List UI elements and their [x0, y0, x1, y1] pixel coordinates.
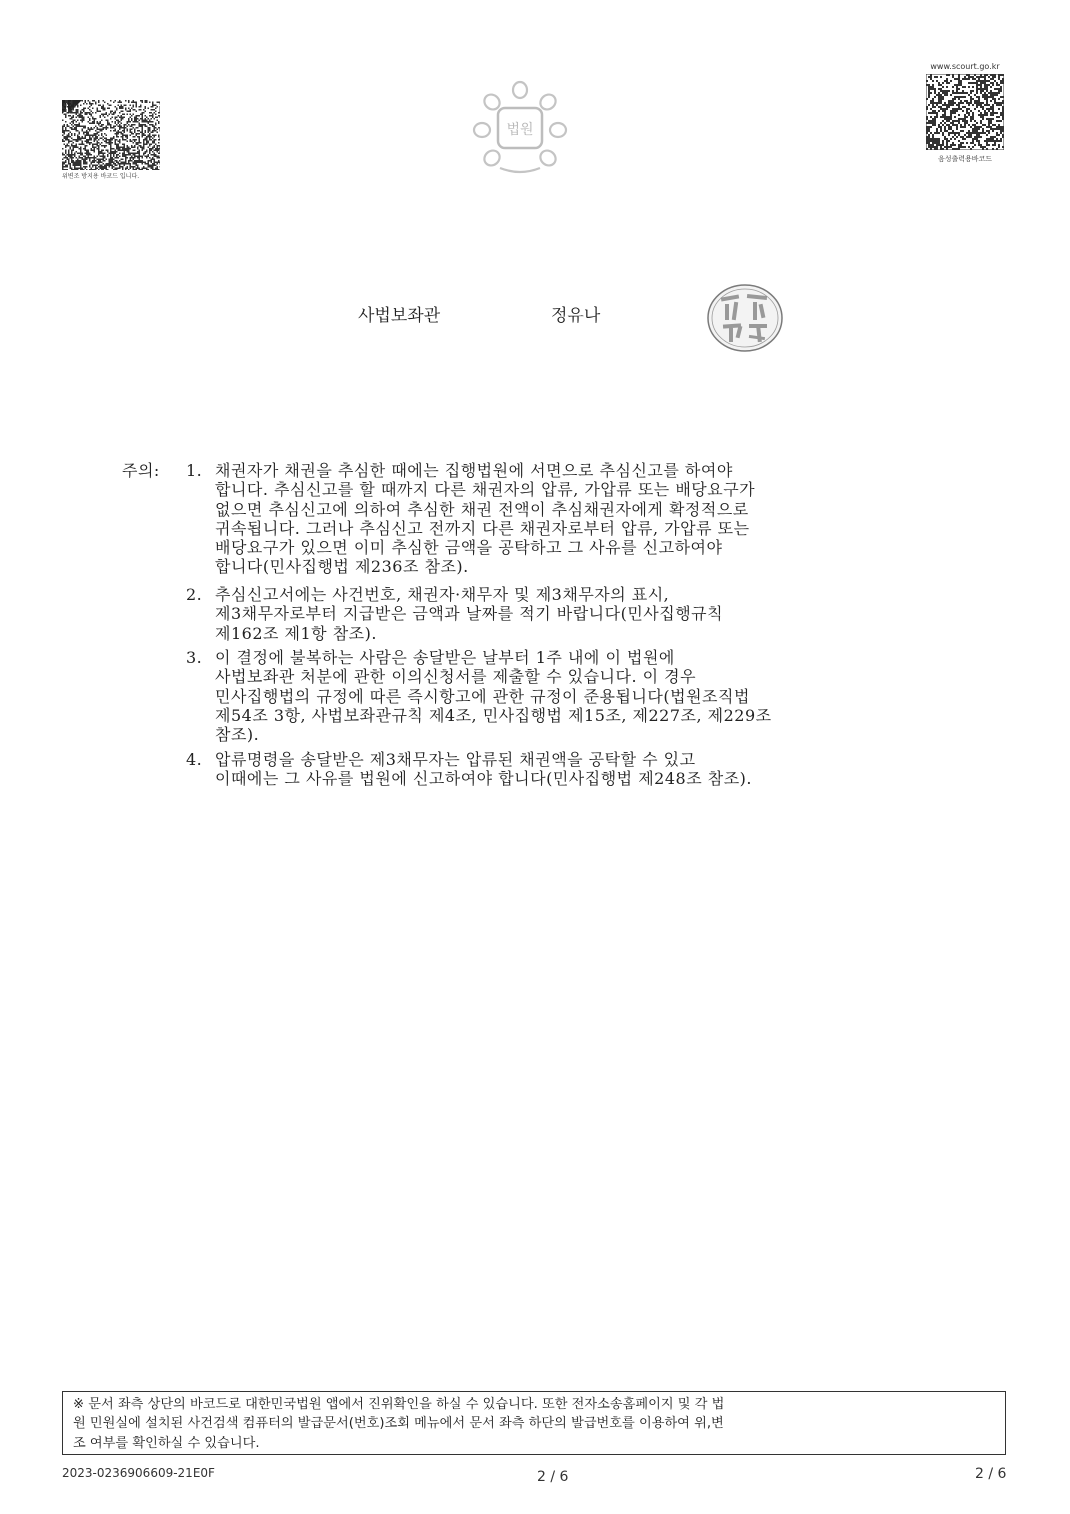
audio-barcode-pattern — [926, 74, 1004, 150]
anti-forgery-barcode — [62, 100, 160, 178]
issue-number: 2023-0236906609-21E0F — [62, 1466, 215, 1480]
notice-item-text: 채권자가 채권을 추심한 때에는 집행법원에 서면으로 추심신고를 하여야 합니다. 추심신고를 할 때까지 다른 채권자의 압류, 가압류 또는 배당요구가 없으면 추심신고에 의하여 추심한 채권 전액이 추심채권자에게 확정적으로 귀속됩니다. 그러나 추심신고 전까지 다른 채권자로부터 압류, 가압류 또는 배당요구가 있으면 이미 추심한 금액을 공탁하고 그 사유를 신고하여야 합니다(민사집행법 제236조 참조). — [215, 461, 756, 577]
court-emblem-icon — [470, 80, 570, 180]
notice-label: 주의: — [122, 461, 160, 480]
emblem-text: 법원 — [506, 122, 534, 138]
signer-title: 사법보좌관 — [358, 306, 441, 326]
barcode-pattern — [62, 100, 160, 170]
page-number-right: 2 / 6 — [975, 1466, 1007, 1482]
notice-item-text: 추심신고서에는 사건번호, 채권자·채무자 및 제3채무자의 표시, 제3채무자로부터 지급받은 금액과 날짜를 적기 바랍니다(민사집행규칙 제162조 제1항 참조). — [215, 585, 724, 643]
signer-name: 정유나 — [551, 306, 601, 326]
official-seal — [705, 282, 785, 354]
notice-item-number: 2. — [186, 585, 203, 604]
official-seal-icon — [705, 282, 785, 354]
audio-barcode-caption: 음성출력용바코드 — [937, 155, 993, 163]
court-emblem — [470, 80, 570, 180]
notice-item-number: 1. — [186, 461, 203, 480]
notice-item-number: 4. — [186, 750, 203, 769]
verification-note: ※ 문서 좌측 상단의 바코드로 대한민국법원 앱에서 진위확인을 하실 수 있습니다. 또한 전자소송홈페이지 및 각 법 원 민원실에 설치된 사건검색 컴퓨터의 발급문서(번호)조회 메뉴에서 문서 좌측 하단의 발급번호를 이용하여 위,변 조 여부를 확인하실 수 있습니다. — [62, 1391, 1006, 1455]
barcode-caption: 위변조 방지용 바코드 입니다. — [62, 173, 140, 180]
notice-item-text: 압류명령을 송달받은 제3채무자는 압류된 채권액을 공탁할 수 있고 이때에는 그 사유를 법원에 신고하여야 합니다(민사집행법 제248조 참조). — [215, 750, 752, 789]
audio-barcode-block — [924, 62, 1006, 168]
page-number-center: 2 / 6 — [537, 1469, 569, 1485]
notice-item-number: 3. — [186, 648, 203, 667]
notice-item-text: 이 결정에 불복하는 사람은 송달받은 날부터 1주 내에 이 법원에 사법보좌관 처분에 관한 이의신청서를 제출할 수 있습니다. 이 경우 민사집행법의 규정에 따른 즉시항고에 관한 규정이 준용됩니다(법원조직법 제54조 3항, 사법보좌관규칙 제4조, 민사집행법 제15조, 제227조, 제229조 참조). — [215, 648, 772, 745]
site-url: www.scourt.go.kr — [930, 62, 1000, 71]
